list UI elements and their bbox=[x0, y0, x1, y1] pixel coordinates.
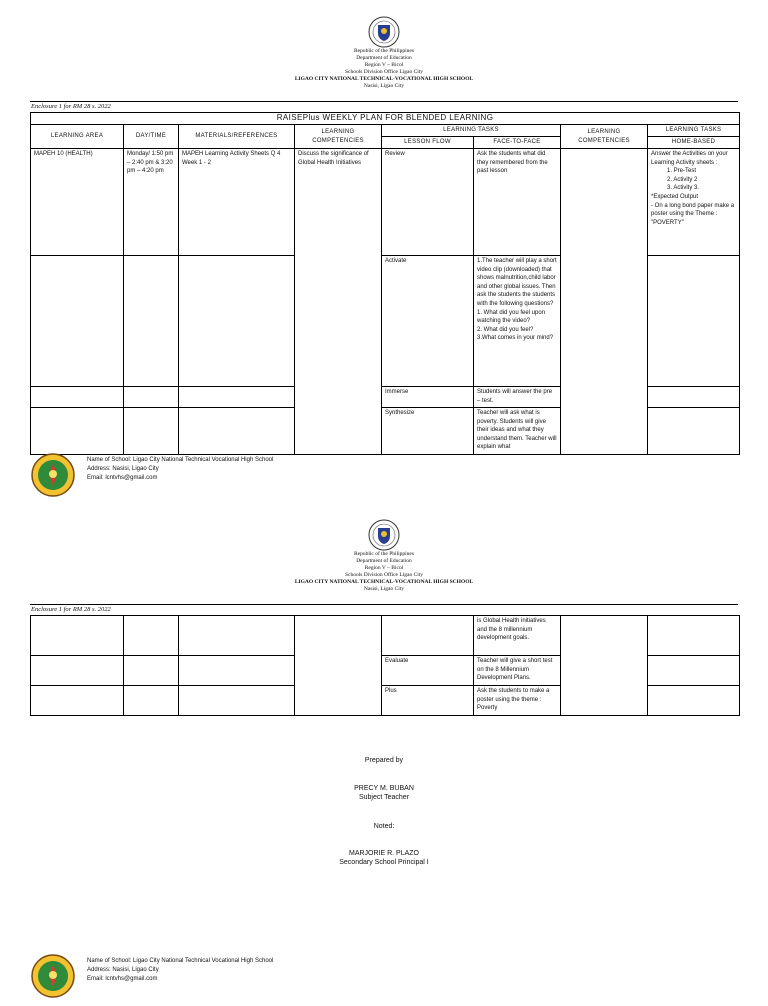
noter-title: Secondary School Principal I bbox=[339, 859, 429, 866]
face-to-face-cell: Teacher will give a short test on the 8 Millennium Development Plans. bbox=[474, 656, 561, 686]
question-3: 3.What comes in your mind? bbox=[477, 335, 554, 342]
synthesize-text: Teacher will ask what is poverty. Students will give their ideas and what they understand them. Teacher will explain what bbox=[477, 410, 557, 451]
weekly-plan-table bbox=[30, 112, 740, 455]
lesson-flow-cell: Immerse bbox=[382, 387, 474, 408]
division-line: Schools Division Office Ligao City bbox=[344, 572, 424, 578]
lesson-flow-cell: Plus bbox=[382, 686, 474, 716]
home-based-intro: Answer the Activities on your Learning Activity sheets : bbox=[651, 151, 728, 166]
preparer-name: PRECY M. BUBAN bbox=[354, 785, 414, 792]
school-logo-icon bbox=[30, 452, 76, 498]
page1-letterhead bbox=[0, 16, 768, 90]
lesson-flow-cell: Evaluate bbox=[382, 656, 474, 686]
noted-label: Noted: bbox=[373, 823, 395, 830]
header-learning-tasks-2: LEARNING TASKS bbox=[648, 125, 740, 137]
home-based-cell bbox=[648, 149, 740, 256]
header-materials: MATERIALS/REFERENCES bbox=[179, 125, 295, 149]
region-line: Region V – Bicol bbox=[364, 62, 404, 68]
location-line: Nasisi, Ligao City bbox=[363, 83, 405, 89]
question-2: 2. What did you feel? bbox=[477, 326, 534, 333]
lesson-flow-cell: Synthesize bbox=[382, 408, 474, 455]
footer-address: Address: Nasisi, Ligao City bbox=[87, 466, 159, 472]
poster-task: - On a long bond paper make a poster using the Theme : "POVERTY" bbox=[651, 202, 735, 226]
competency-2-cell bbox=[561, 149, 648, 455]
list-item: 2. Activity 2 bbox=[667, 176, 698, 183]
school-logo-icon bbox=[30, 953, 76, 999]
enclosure-label: Enclosure 1 for RM 28 s. 2022 bbox=[31, 103, 111, 110]
location-line: Nasisi, Ligao City bbox=[363, 586, 405, 592]
footer-email: Email: lcntvhs@gmail.com bbox=[87, 976, 158, 982]
header-day-time: DAY/TIME bbox=[124, 125, 179, 149]
header-rule bbox=[30, 604, 738, 605]
footer-school-name: Name of School: Ligao City National Technical Vocational High School bbox=[87, 457, 274, 463]
header-competencies: LEARNING COMPETENCIES bbox=[295, 125, 382, 149]
expected-output-label: *Expected Output bbox=[651, 193, 699, 200]
face-to-face-cell bbox=[474, 256, 561, 387]
header-learning-tasks: LEARNING TASKS bbox=[382, 125, 561, 137]
weekly-plan-table-continued bbox=[30, 615, 740, 716]
prepared-by-label: Prepared by bbox=[364, 757, 404, 764]
page2-letterhead bbox=[0, 519, 768, 593]
materials-cell: MAPEH Learning Activity Sheets Q 4 Week 1 - 2 bbox=[179, 149, 295, 256]
face-to-face-cell: Ask the students what did they remembered from the past lesson bbox=[474, 149, 561, 256]
list-item: 3. Activity 3. bbox=[667, 185, 700, 192]
learning-area-cell: MAPEH 10 (HEALTH) bbox=[31, 149, 124, 256]
home-based-list bbox=[651, 167, 736, 193]
noter-name: MARJORIE R. PLAZO bbox=[348, 850, 419, 857]
header-face-to-face: FACE-TO-FACE bbox=[474, 137, 561, 149]
lesson-flow-cell: Review bbox=[382, 149, 474, 256]
header-lesson-flow: LESSON FLOW bbox=[382, 137, 474, 149]
republic-line: Republic of the Philippines bbox=[353, 551, 415, 557]
list-item: 1. Pre-Test bbox=[667, 168, 697, 175]
face-to-face-cell: Students will answer the pre – test. bbox=[474, 387, 561, 408]
footer-school-name: Name of School: Ligao City National Technical Vocational High School bbox=[87, 958, 274, 964]
republic-line: Republic of the Philippines bbox=[353, 48, 415, 54]
deped-seal-icon bbox=[368, 519, 400, 551]
header-home-based: HOME-BASED bbox=[648, 137, 740, 149]
region-line: Region V – Bicol bbox=[364, 565, 404, 571]
face-to-face-cell bbox=[474, 408, 561, 455]
department-line: Department of Education bbox=[356, 55, 412, 61]
school-line: LIGAO CITY NATIONAL TECHNICAL-VOCATIONAL HIGH SCHOOL bbox=[294, 76, 474, 82]
face-to-face-cell: is Global Health initiatives and the 8 millennium development goals. bbox=[474, 616, 561, 656]
footer-address: Address: Nasisi, Ligao City bbox=[87, 967, 159, 973]
activate-instruction: 1.The teacher will play a short video clip (downloaded) that shows malnutrition,child labor and other global issues. Then ask the students the students with the following questions? bbox=[477, 258, 557, 307]
competency-cell: Discuss the significance of Global Health Initiatives bbox=[295, 149, 382, 455]
lesson-flow-cell: Activate bbox=[382, 256, 474, 387]
deped-seal-icon bbox=[368, 16, 400, 48]
department-line: Department of Education bbox=[356, 558, 412, 564]
school-line: LIGAO CITY NATIONAL TECHNICAL-VOCATIONAL HIGH SCHOOL bbox=[294, 579, 474, 585]
header-rule bbox=[30, 101, 738, 102]
face-to-face-cell: Ask the students to make a poster using the theme : Poverty bbox=[474, 686, 561, 716]
table-title: RAISEPlus WEEKLY PLAN FOR BLENDED LEARNING bbox=[31, 113, 740, 125]
header-competencies-2: LEARNING COMPETENCIES bbox=[561, 125, 648, 149]
table-row bbox=[31, 149, 740, 256]
division-line: Schools Division Office Ligao City bbox=[344, 69, 424, 75]
question-1: 1. What did you feel upon watching the video? bbox=[477, 309, 546, 325]
header-learning-area: LEARNING AREA bbox=[31, 125, 124, 149]
table-row bbox=[31, 616, 740, 656]
enclosure-label: Enclosure 1 for RM 28 s. 2022 bbox=[31, 606, 111, 613]
preparer-title: Subject Teacher bbox=[358, 794, 410, 801]
day-time-cell: Monday/ 1:50 pm – 2:40 pm & 3:20 pm – 4:20 pm bbox=[124, 149, 179, 256]
footer-email: Email: lcntvhs@gmail.com bbox=[87, 475, 158, 481]
